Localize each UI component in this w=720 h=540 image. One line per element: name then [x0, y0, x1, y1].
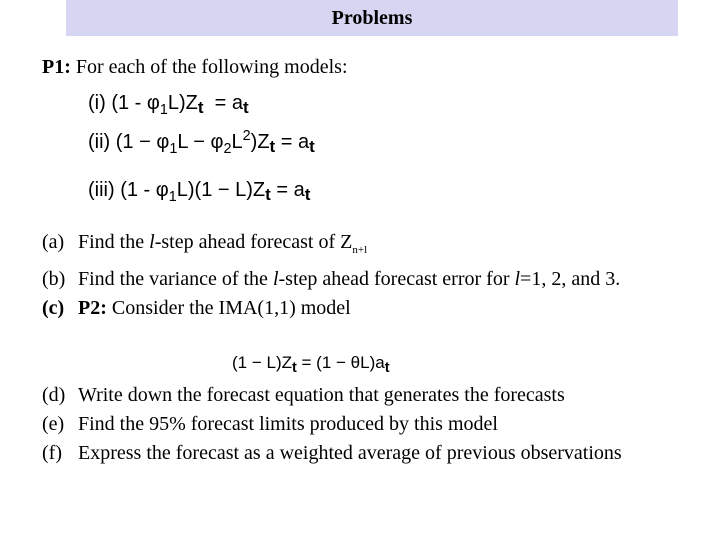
- equation-ii: (ii) $(1 - \varphi_1L - \varphi_2L^2)Z_t = a_t$: [88, 128, 315, 158]
- question-b: (b) Find the variance of the l-step ahead forecast error for l=1, 2, and 3.: [42, 268, 621, 290]
- problem-1-text: For each of the following models:: [75, 56, 348, 78]
- equation-iii: (iii) $(1 - \varphi_1L)(1 - L)Z_t = a_t$: [88, 179, 311, 206]
- page-title: Problems: [331, 7, 413, 29]
- question-e: (e) Find the 95% forecast limits produced by this model: [42, 413, 498, 435]
- equation-i: (i) $(1 - \varphi_1L)Z_t = a_t$: [88, 92, 249, 119]
- problem-1-intro: [42, 56, 348, 79]
- problem-2-label: P2:: [78, 297, 107, 319]
- question-c: (c) P2: Consider the IMA(1,1) model: [42, 297, 351, 319]
- problem-1-label: P1:: [42, 56, 71, 78]
- title-bar: [66, 0, 678, 36]
- question-list: [42, 228, 682, 468]
- question-f: (f) Express the forecast as a weighted average of previous observations: [42, 442, 622, 464]
- question-a: (a) Find the l-step ahead forecast of $Z_{n+l}$: [42, 231, 368, 256]
- question-d: (d) Write down the forecast equation that generates the forecasts: [42, 384, 565, 406]
- equation-ima: $(1 - L)Z_t = (1 - \theta L)a_t$: [232, 353, 390, 376]
